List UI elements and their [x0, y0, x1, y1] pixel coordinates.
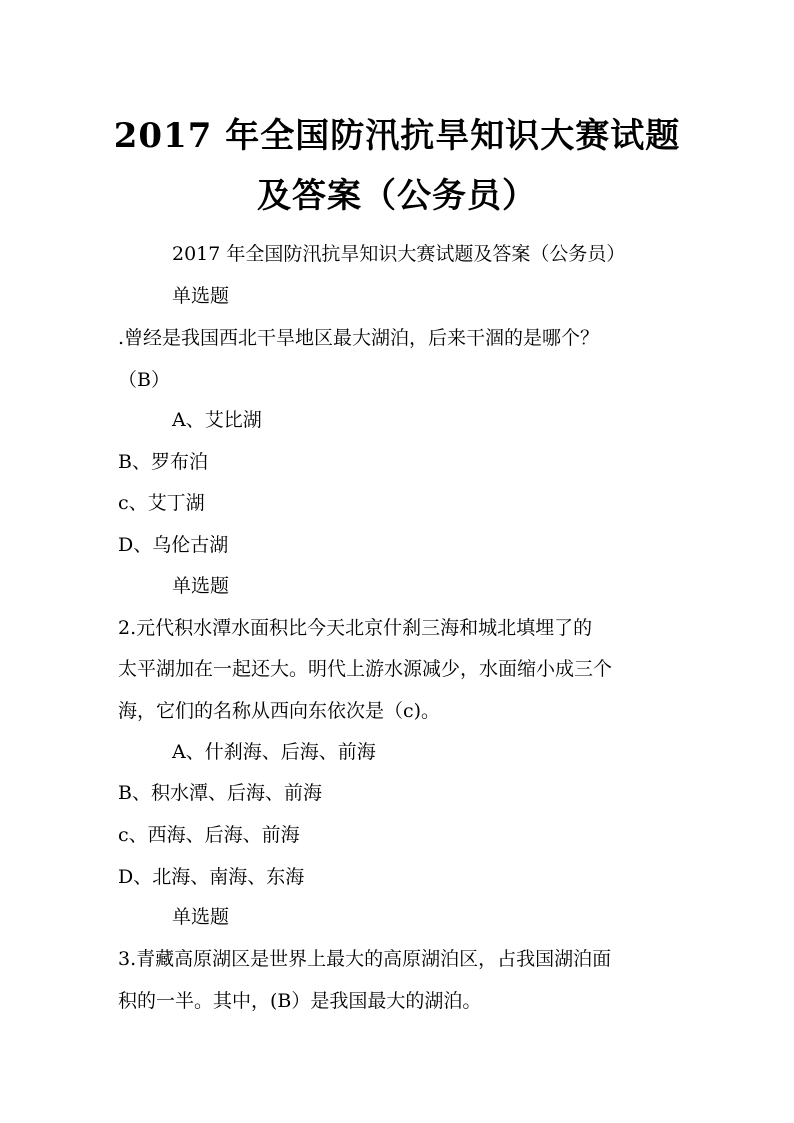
- question-text-line: （B）: [118, 369, 170, 391]
- document-title-line-1: 2017 年全国防汛抗旱知识大赛试题: [113, 116, 681, 156]
- question-text-line: 海，它们的名称从西向东依次是（c)。: [118, 700, 441, 722]
- answer-option: c、西海、后海、前海: [118, 824, 300, 846]
- question-type-label: 单选题: [172, 575, 230, 597]
- answer-option: D、乌伦古湖: [118, 534, 229, 556]
- answer-option: D、北海、南海、东海: [118, 866, 305, 888]
- question-text-line: 3.青藏高原湖区是世界上最大的高原湖泊区，占我国湖泊面: [118, 948, 612, 970]
- question-type-label: 单选题: [172, 285, 230, 307]
- answer-option: c、艾丁湖: [118, 492, 205, 514]
- answer-option: A、什刹海、后海、前海: [172, 741, 376, 763]
- answer-option: B、罗布泊: [118, 451, 208, 473]
- question-text-line: 积的一半。其中，(B）是我国最大的湖泊。: [118, 990, 482, 1012]
- question-type-label: 单选题: [172, 906, 230, 928]
- question-text-line: 2.元代积水潭水面积比今天北京什刹三海和城北填埋了的: [118, 617, 593, 639]
- question-text-line: .曾经是我国西北干旱地区最大湖泊，后来干涸的是哪个？: [118, 327, 600, 349]
- document-subtitle: 2017 年全国防汛抗旱知识大赛试题及答案（公务员）: [172, 243, 626, 265]
- document-title-line-2: 及答案（公务员）: [257, 176, 537, 216]
- answer-option: A、艾比湖: [172, 409, 262, 431]
- question-text-line: 太平湖加在一起还大。明代上游水源减少，水面缩小成三个: [118, 658, 613, 680]
- answer-option: B、积水潭、后海、前海: [118, 782, 322, 804]
